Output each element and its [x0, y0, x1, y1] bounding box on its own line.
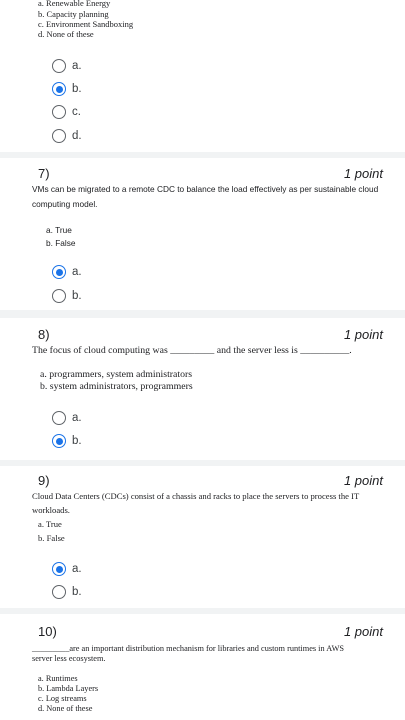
- radio-button[interactable]: [52, 411, 66, 425]
- question-6-card: [0, 0, 405, 152]
- choice-text: a. True: [38, 519, 62, 529]
- radio-label: a.: [72, 266, 82, 278]
- radio-label: d.: [72, 130, 82, 142]
- question-number: 10): [38, 624, 57, 639]
- radio-label: c.: [72, 106, 81, 118]
- question-number: 9): [38, 473, 50, 488]
- choice-text: d. None of these: [38, 29, 94, 39]
- question-points: 1 point: [343, 473, 383, 488]
- choice-text: a. programmers, system administrators: [40, 369, 193, 380]
- choice-text: a. Renewable Energy: [38, 0, 111, 8]
- radio-option-b[interactable]: [52, 582, 82, 602]
- radio-button[interactable]: [52, 585, 66, 599]
- radio-option-a[interactable]: [52, 559, 82, 579]
- question-6-image: [30, 0, 380, 42]
- radio-button[interactable]: [52, 129, 66, 143]
- question-text: The focus of cloud computing was _________ and the server less is __________.: [32, 345, 352, 356]
- radio-label: a.: [72, 412, 82, 424]
- question-8-image: [30, 344, 380, 396]
- radio-label: a.: [72, 60, 82, 72]
- radio-label: b.: [72, 586, 82, 598]
- radio-option-a[interactable]: [52, 408, 82, 428]
- radio-option-b[interactable]: [52, 431, 82, 451]
- radio-option-a[interactable]: [52, 56, 82, 76]
- radio-button-selected[interactable]: [52, 434, 66, 448]
- choice-text: d. None of these: [38, 704, 93, 713]
- question-9-card: [0, 466, 405, 608]
- radio-option-a[interactable]: [52, 262, 82, 282]
- choice-text: b. Lambda Layers: [38, 684, 99, 693]
- choice-text: b. system administrators, programmers: [40, 381, 193, 392]
- question-7-image: [30, 182, 380, 252]
- question-10-card: [0, 614, 405, 720]
- question-points: 1 point: [343, 624, 383, 639]
- radio-button[interactable]: [52, 59, 66, 73]
- radio-button-selected[interactable]: [52, 265, 66, 279]
- radio-option-b[interactable]: [52, 79, 82, 99]
- question-points: 1 point: [343, 327, 383, 342]
- radio-option-c[interactable]: [52, 102, 81, 122]
- question-9-image: [30, 488, 380, 546]
- question-text: workloads.: [32, 505, 70, 515]
- choice-text: a. True: [46, 225, 72, 235]
- question-10-image: [30, 642, 380, 720]
- question-text: _________are an important distribution mechanism for libraries and custom runtimes in AWS: [32, 644, 345, 653]
- choice-text: b. Capacity planning: [38, 9, 109, 19]
- radio-button[interactable]: [52, 289, 66, 303]
- radio-button-selected[interactable]: [52, 562, 66, 576]
- radio-button-selected[interactable]: [52, 82, 66, 96]
- question-text: server less ecosystem.: [32, 654, 106, 663]
- question-text: VMs can be migrated to a remote CDC to balance the load effectively as per sustainable cloud: [32, 184, 379, 194]
- choice-text: c. Environment Sandboxing: [38, 19, 134, 29]
- radio-option-d[interactable]: [52, 126, 82, 146]
- question-number: 7): [38, 166, 50, 181]
- choice-text: a. Runtimes: [38, 674, 78, 683]
- question-text: computing model.: [32, 199, 98, 209]
- choice-text: b. False: [46, 238, 76, 248]
- question-7-card: [0, 158, 405, 310]
- radio-label: b.: [72, 83, 82, 95]
- radio-label: b.: [72, 435, 82, 447]
- radio-option-b[interactable]: [52, 286, 82, 306]
- choice-text: b. False: [38, 533, 65, 543]
- radio-button[interactable]: [52, 105, 66, 119]
- radio-label: a.: [72, 563, 82, 575]
- question-text: Cloud Data Centers (CDCs) consist of a chassis and racks to place the servers to process the IT: [32, 491, 360, 501]
- question-8-card: [0, 318, 405, 460]
- radio-label: b.: [72, 290, 82, 302]
- choice-text: c. Log streams: [38, 694, 87, 703]
- question-points: 1 point: [343, 166, 383, 181]
- question-number: 8): [38, 327, 50, 342]
